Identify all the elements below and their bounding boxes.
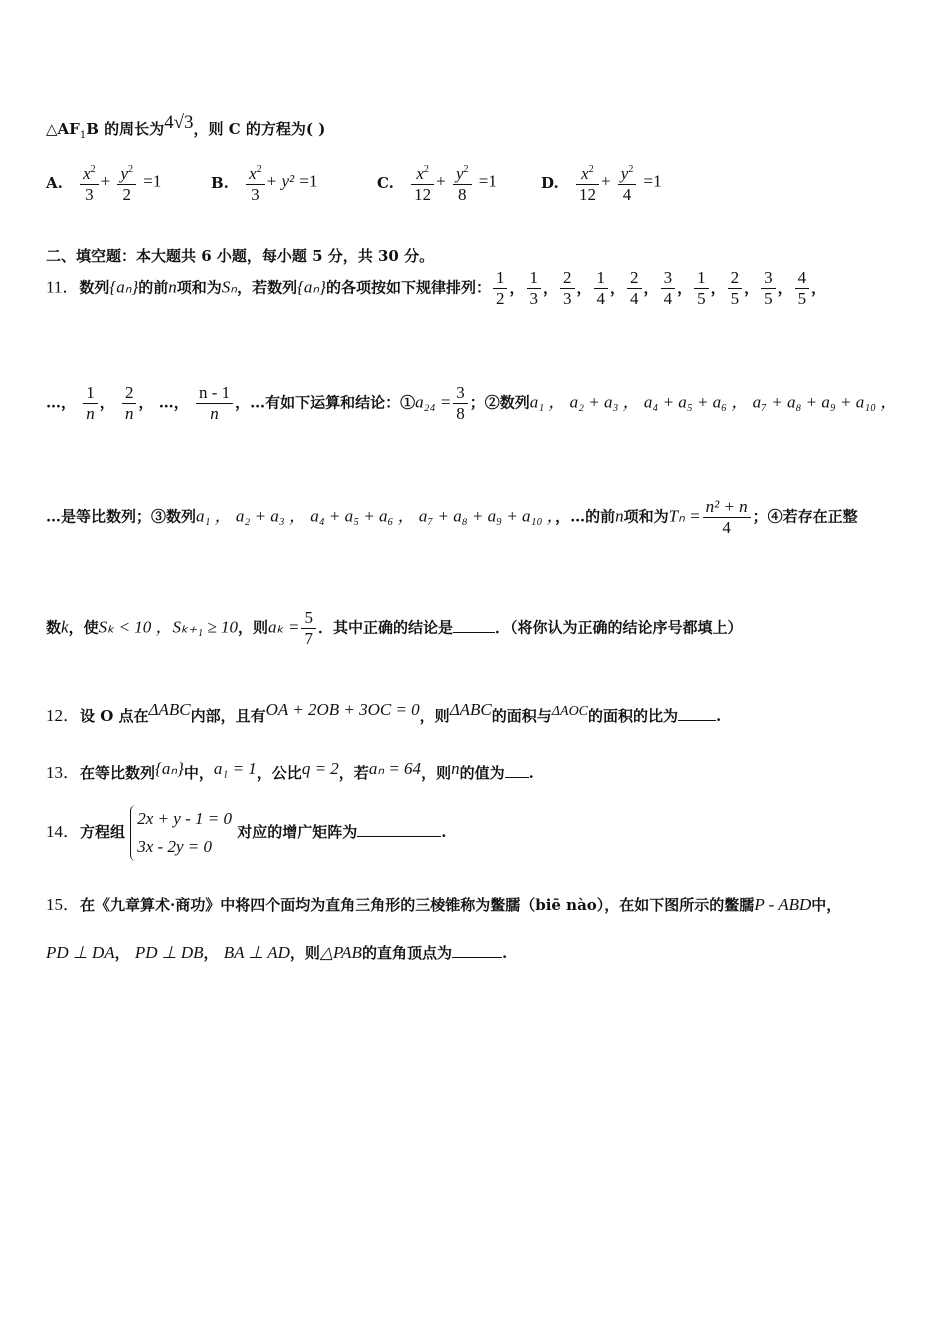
option-a[interactable]: A. $\frac{x^2}{3}$ + $\frac{y^2}{2}$ =1 (46, 160, 161, 205)
fraction-sequence: $\frac{1}{2}$ ， $\frac{1}{3}$ ， $\frac{2}{3}$ ， $\frac{1}{4}$ ， $\frac{2}{4}$ ， $\frac{3}{4}$ ， $\frac{1}{5}$ ， $\frac{2}{5}$ ， $\frac{3}{5}$ ， $\frac{4}{5}$ ， (491, 279, 826, 297)
sequence-fraction: $\frac{3}{5}$ (761, 268, 776, 309)
answer-blank[interactable] (452, 943, 502, 958)
q13: 13．在等比数列{aₙ}中，a₁ = 1，公比q = 2，若aₙ = 64，则n的值为 . (46, 759, 534, 782)
section-heading: 二、填空题：本大题共 6 小题，每小题 5 分，共 30 分。 (46, 247, 435, 265)
sequence-fraction: $\frac{2}{3}$ (560, 268, 575, 309)
sequence-fraction: $\frac{2}{4}$ (627, 268, 642, 309)
q11-line2: …， $\frac{1}{n}$ ， $\frac{2}{n}$ ， …， $\frac{n - 1}{n}$ ，…有如下运算和结论：①a₂₄ = $\frac{3}{8}$ ；②数列a₁ ， a₂ + a₃ ， a₄ + a₅ + a₆ ， a₇ + a₈ + a₉ + a₁₀ ， (46, 383, 898, 423)
option-c[interactable]: C. $\frac{x^2}{12}$ + $\frac{y^2}{8}$ =1 (377, 160, 497, 205)
answer-blank[interactable] (505, 763, 529, 778)
sequence-fraction: $\frac{1}{2}$ (493, 268, 508, 309)
q11-line4: 数k，使Sₖ < 10 ，Sₖ₊₁ ≥ 10，则aₖ = $\frac{5}{7}$ ．其中正确的结论是 ．（将你认为正确的结论序号都填上） (46, 608, 743, 648)
sequence-fraction: $\frac{2}{5}$ (728, 268, 743, 309)
equation-system: 2x + y - 1 = 0 3x - 2y = 0 (130, 805, 232, 861)
perimeter-value: 4√3 (164, 112, 194, 133)
q11-line1: 11．数列{aₙ}的前n项和为Sₙ，若数列{aₙ}的各项按如下规律排列： $\frac{1}{2}$ ， $\frac{1}{3}$ ， $\frac{2}{3}$ ， $\frac{1}{4}$ ， $\frac{2}{4}$ ， $\frac{3}{4}$ ， $\frac{1}{5}$ ， $\frac{2}{5}$ ， $\frac{3}{5}$ ， $\frac{4}{5}$ ， (46, 268, 827, 308)
answer-blank[interactable] (453, 618, 495, 633)
sequence-fraction: $\frac{1}{5}$ (694, 268, 709, 309)
option-b[interactable]: B. $\frac{x^2}{3}$ + y² =1 (211, 160, 318, 205)
q14: 14．方程组 2x + y - 1 = 0 3x - 2y = 0 对应的增广矩阵为 . (46, 805, 446, 861)
answer-blank[interactable] (678, 706, 716, 721)
sequence-fraction: $\frac{1}{4}$ (594, 268, 609, 309)
q15-line1: 15．在《九章算术·商功》中将四个面均为直角三角形的三棱锥称为鳖臑（biē nào），在如下图所示的鳖臑P - ABD中， (46, 895, 842, 914)
sequence-fraction: $\frac{4}{5}$ (795, 268, 810, 309)
sequence-fraction: $\frac{1}{3}$ (527, 268, 542, 309)
answer-blank[interactable] (357, 822, 441, 837)
sequence-fraction: $\frac{3}{4}$ (661, 268, 676, 309)
q10-stem: $\triangle AF_1B$ 的周长为4√3，则 C 的方程为( ) (46, 112, 326, 141)
q12: 12．设 O 点在ΔABC内部，且有OA + 2OB + 3OC = 0，则ΔABC的面积与ΔAOC的面积的比为 . (46, 700, 722, 725)
q15-line2: PD ⊥ DA， PD ⊥ DB， BA ⊥ AD，则△PAB的直角顶点为 . (46, 943, 508, 962)
option-d[interactable]: D. $\frac{x^2}{12}$ + $\frac{y^2}{4}$ =1 (541, 160, 662, 205)
q11-line3: …是等比数列；③数列a₁ ， a₂ + a₃ ， a₄ + a₅ + a₆ ， a₇ + a₈ + a₉ + a₁₀ ，，…的前n项和为Tₙ = $\frac{\text{n² + n}}{4}$ ；④若存在正整 (46, 497, 858, 537)
